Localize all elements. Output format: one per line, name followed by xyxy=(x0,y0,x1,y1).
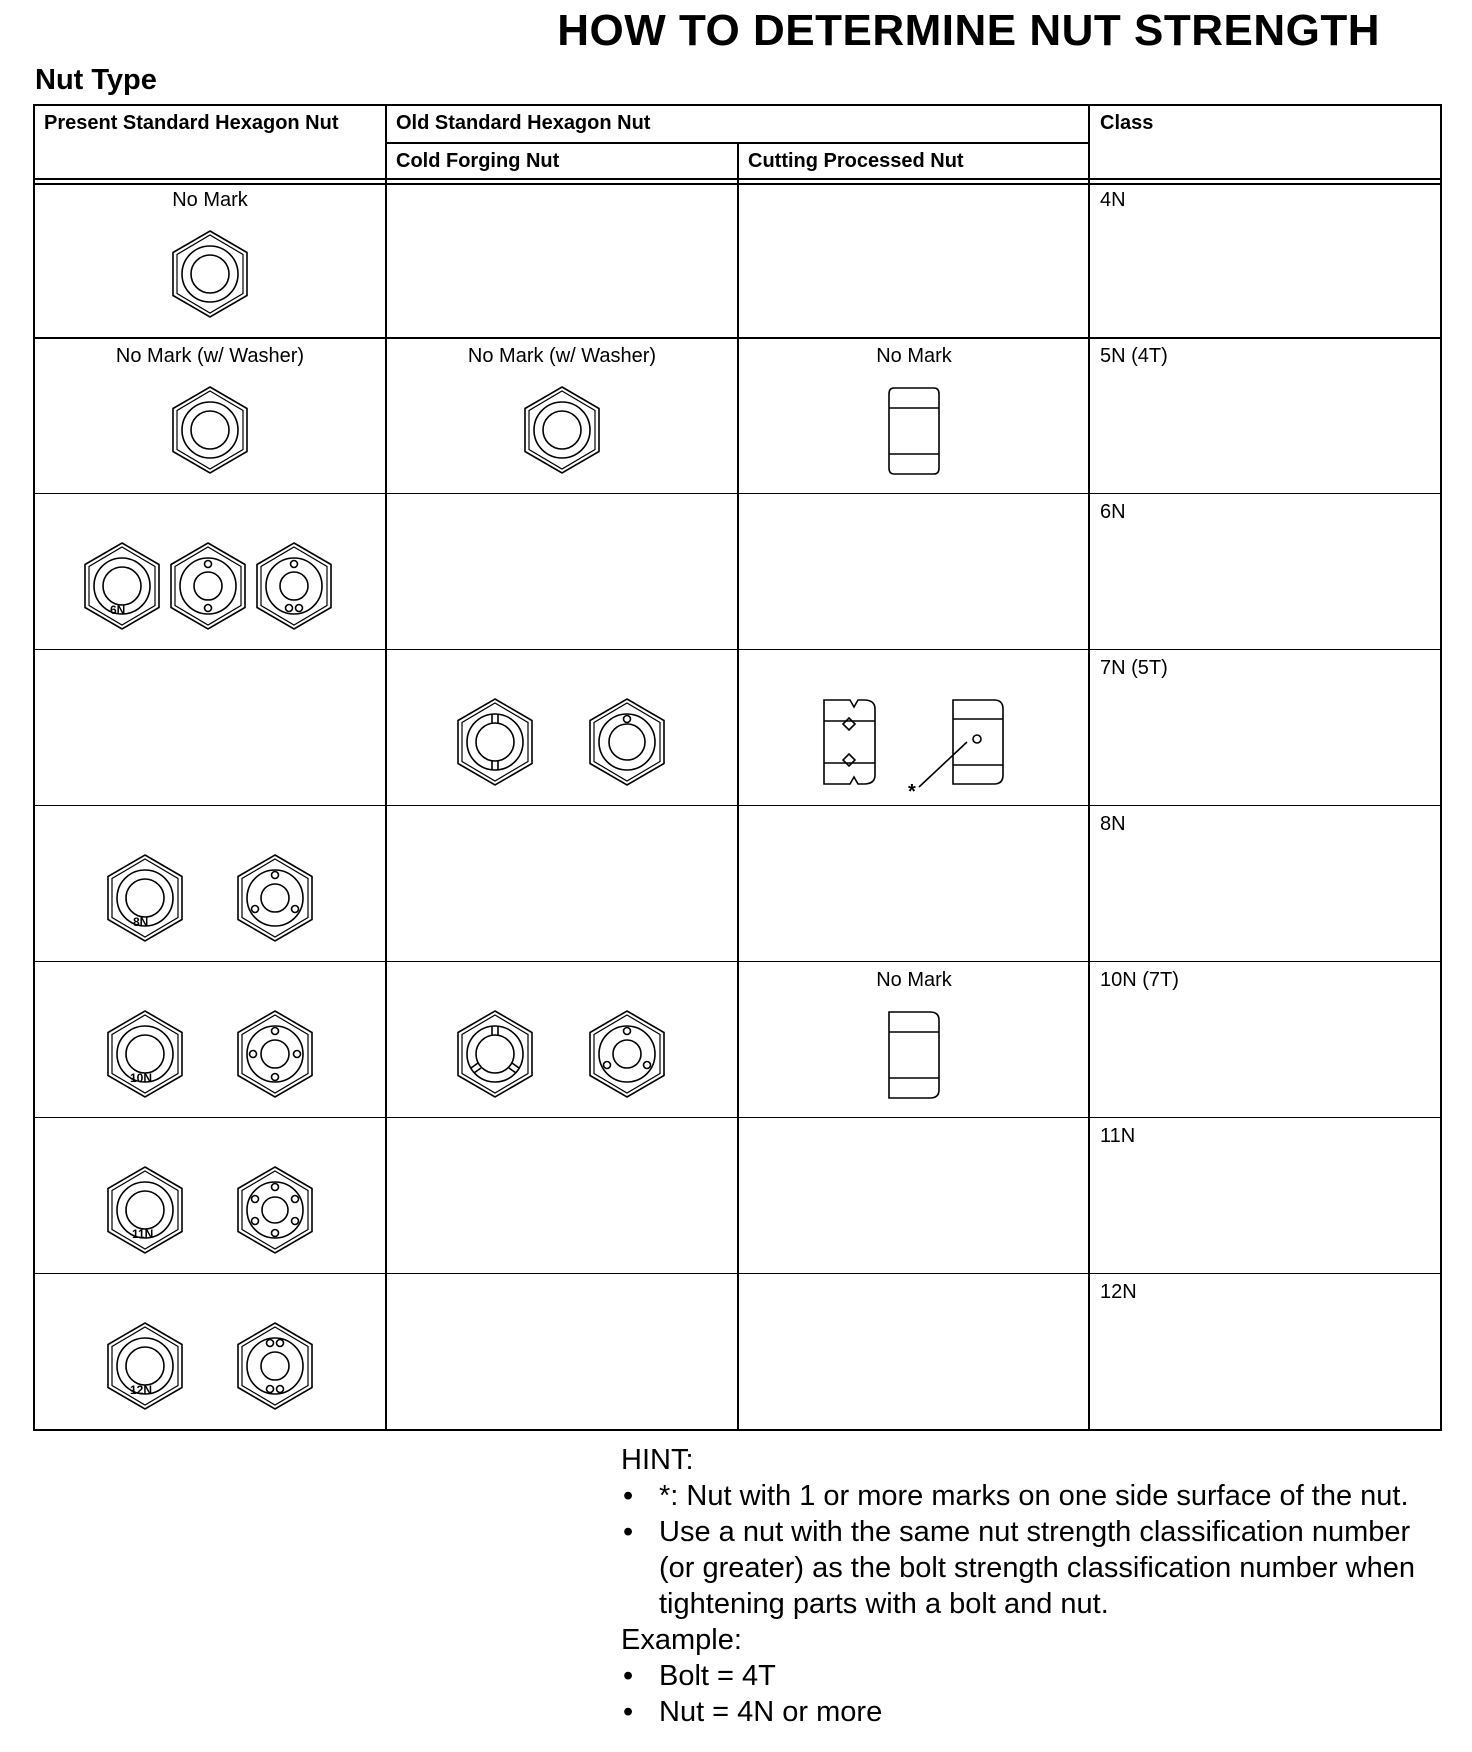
table-border-top xyxy=(33,104,1442,106)
side-view-nut-icon xyxy=(886,386,942,476)
label-no-mark-washer: No Mark (w/ Washer) xyxy=(467,345,657,367)
header-cutting: Cutting Processed Nut xyxy=(748,150,964,172)
hint-bullet-text: Use a nut with the same nut strength classification number (or greater) as the bolt strength classification number when tightening parts with a bolt and nut. xyxy=(659,1516,1415,1620)
hex-nut-slot-icon xyxy=(455,697,535,787)
nut-mark-text: 11N xyxy=(132,1227,154,1241)
class-8n: 8N xyxy=(1100,813,1126,835)
class-12n: 12N xyxy=(1100,1281,1137,1303)
nut-mark-text: 10N xyxy=(130,1071,153,1085)
hex-nut-11n-icon xyxy=(105,1165,185,1255)
example-bullet: • Nut = 4N or more xyxy=(623,1696,883,1728)
example-bullet-text: Nut = 4N or more xyxy=(659,1696,883,1728)
hex-nut-dots-icon xyxy=(235,1009,315,1099)
hex-nut-dot-icon xyxy=(587,697,667,787)
nut-mark-text: 12N xyxy=(130,1383,153,1397)
label-no-mark: No Mark xyxy=(876,345,952,367)
hint-bullet-text: *: Nut with 1 or more marks on one side surface of the nut. xyxy=(659,1480,1409,1512)
col-divider xyxy=(1088,104,1090,1431)
hex-nut-washer-icon xyxy=(170,385,250,475)
hex-nut-three-slot-icon xyxy=(455,1009,535,1099)
class-7n: 7N (5T) xyxy=(1100,657,1168,679)
row-divider xyxy=(33,1117,1442,1118)
row-divider xyxy=(33,805,1442,806)
table-border-right xyxy=(1440,104,1442,1431)
example-bullet: • Bolt = 4T xyxy=(623,1660,776,1692)
hex-nut-dots-icon xyxy=(168,541,248,631)
hex-nut-12n-icon xyxy=(105,1321,185,1411)
header-double-line xyxy=(33,178,1442,180)
side-view-nut-diamond-icon xyxy=(820,697,880,787)
label-no-mark-washer: No Mark (w/ Washer) xyxy=(115,345,305,367)
row-divider xyxy=(33,493,1442,494)
row-divider xyxy=(33,337,1442,339)
hint-bullet: • *: Nut with 1 or more marks on one side surface of the nut. xyxy=(623,1480,1409,1512)
label-no-mark: No Mark xyxy=(172,189,248,211)
header-present: Present Standard Hexagon Nut xyxy=(44,112,339,134)
class-10n: 10N (7T) xyxy=(1100,969,1179,991)
class-4n: 4N xyxy=(1100,189,1126,211)
example-heading: Example: xyxy=(621,1624,742,1656)
header-old: Old Standard Hexagon Nut xyxy=(396,112,651,134)
hex-nut-icon xyxy=(170,229,250,319)
class-6n: 6N xyxy=(1100,501,1126,523)
header-cold: Cold Forging Nut xyxy=(396,150,560,172)
hint-heading: HINT: xyxy=(621,1444,694,1476)
page-title: HOW TO DETERMINE NUT STRENGTH xyxy=(557,6,1380,55)
col-divider xyxy=(385,104,387,1431)
nut-mark-text: 8N xyxy=(133,915,149,929)
hex-nut-dots-icon xyxy=(235,1165,315,1255)
table-border-left xyxy=(33,104,35,1431)
row-divider xyxy=(33,649,1442,650)
hint-bullet: • Use a nut with the same nut strength classification number (or greater) as the bolt strength classification number when tightening parts with a bolt and nut. xyxy=(623,1516,1415,1620)
class-11n: 11N xyxy=(1100,1125,1136,1147)
hex-nut-6n-icon xyxy=(82,541,162,631)
header-sub-divider xyxy=(385,142,1090,144)
example-bullet-text: Bolt = 4T xyxy=(659,1660,776,1692)
asterisk-mark: * xyxy=(908,781,916,803)
hex-nut-10n-icon xyxy=(105,1009,185,1099)
header-double-line xyxy=(33,183,1442,185)
side-view-nut-icon xyxy=(886,1010,942,1100)
hex-nut-washer-icon xyxy=(522,385,602,475)
header-class: Class xyxy=(1100,112,1154,134)
row-divider xyxy=(33,961,1442,962)
hex-nut-dots-icon xyxy=(235,853,315,943)
hex-nut-dots-icon xyxy=(254,541,334,631)
section-title: Nut Type xyxy=(35,64,157,96)
row-divider xyxy=(33,1273,1442,1274)
hint-section xyxy=(621,1442,1441,1730)
nut-mark-text: 6N xyxy=(110,603,126,617)
hex-nut-dots-icon xyxy=(587,1009,667,1099)
hex-nut-dots-icon xyxy=(235,1321,315,1411)
class-5n: 5N (4T) xyxy=(1100,345,1168,367)
hex-nut-8n-icon xyxy=(105,853,185,943)
label-no-mark: No Mark xyxy=(876,969,952,991)
